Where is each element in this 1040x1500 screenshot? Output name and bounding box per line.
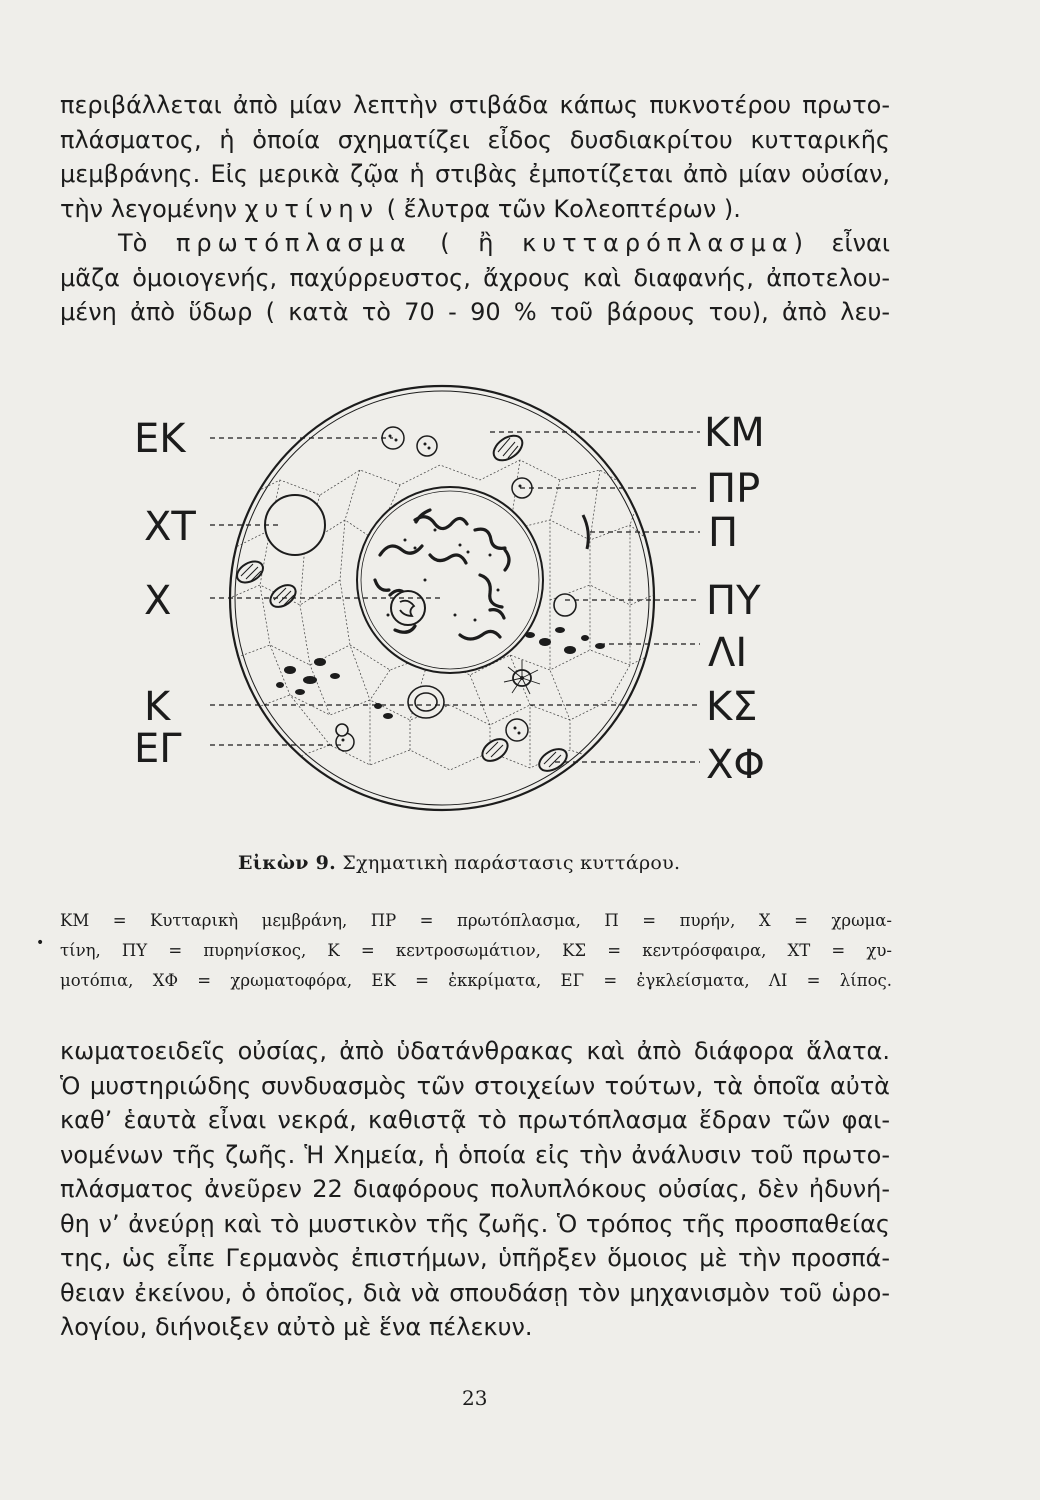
cell-diagram [130, 380, 780, 820]
label-li: ΛΙ [708, 630, 748, 676]
text-line: πλάσματος, ἡ ὁποία σχηματίζει εἶδος δυσδιακρίτου κυτταρικῆς [60, 125, 890, 154]
label-pr: ΠΡ [706, 466, 761, 512]
margin-mark: • [36, 935, 45, 951]
paragraph-top [60, 88, 890, 330]
text-line: Ὁ μυστηριώδης συνδυασμὸς τῶν στοιχείων τούτων, τὰ ὁποῖα αὐτὰ [60, 1071, 890, 1100]
text-line: πλάσματος ἀνεῦρεν 22 διαφόρους πολυπλόκους οὐσίας, δὲν ἠδυνή- [60, 1175, 890, 1203]
text-line [60, 192, 890, 227]
legend-line: μοτόπια, ΧΦ = χρωματοφόρα, ΕΚ = ἐκκρίματα, ΕΓ = ἐγκλείσματα, ΛΙ = λίπος. [60, 971, 892, 990]
text-line: μεμβράνης. Εἰς μερικὰ ζῷα ἡ στιβὰς ἐμποτίζεται ἀπὸ μίαν οὐσίαν, [60, 160, 890, 188]
label-xt: ΧΤ [144, 504, 196, 550]
label-py: ΠΥ [706, 578, 761, 624]
label-km: ΚΜ [704, 410, 765, 456]
spaced-term-chytini: χυτίνην [244, 194, 379, 223]
page-number: 23 [462, 1386, 488, 1410]
inclusions [336, 686, 444, 736]
text-line: μᾶζα ὁμοιογενής, παχύρρευστος, ἄχρους καὶ διαφανής, ἀποτελου- [60, 263, 890, 292]
vacuole-small [554, 594, 576, 616]
caption-title-text: Σχηματικὴ παράστασις κυττάρου. [336, 852, 681, 874]
legend-line: ΚΜ = Κυτταρικὴ μεμβράνη, ΠΡ = πρωτόπλασμα, Π = πυρήν, Χ = χρωμα- [60, 911, 892, 930]
text-line: θειαν ἐκείνου, ὁ ὁποῖος, διὰ νὰ σπουδάσῃ τὸν μηχανισμὸν τοῦ ὡρο- [60, 1278, 890, 1307]
text-line: καθ’ ἑαυτὰ εἶναι νεκρά, καθιστᾷ τὸ πρωτόπλασμα ἕδραν τῶν φαι- [60, 1106, 890, 1134]
label-ks: ΚΣ [706, 684, 758, 730]
centrosphere [504, 660, 540, 694]
text-line: μένη ἀπὸ ὕδωρ ( κατὰ τὸ 70 - 90 % τοῦ βάρους του), ἀπὸ λευ- [60, 298, 890, 326]
text-line: της, ὡς εἶπε Γερμανὸς ἐπιστήμων, ὑπῆρξεν ὅμοιος μὲ τὴν προσπά- [60, 1244, 890, 1272]
paragraph-bottom [60, 1034, 890, 1345]
label-x: Χ [144, 578, 172, 624]
label-eg: ΕΓ [134, 726, 182, 772]
text-line: νομένων τῆς ζωῆς. Ἡ Χημεία, ἡ ὁποία εἰς τὴν ἀνάλυσιν τοῦ πρωτο- [60, 1140, 890, 1169]
label-xf: ΧΦ [706, 742, 765, 788]
text-line: θη ν’ ἀνεύρῃ καὶ τὸ μυστικὸν τῆς ζωῆς. Ὁ τρόπος τῆς προσπαθείας [60, 1209, 890, 1238]
text-line: λογίου, διήνοιξεν αὐτὸ μὲ ἕνα πέλεκυν. [60, 1313, 533, 1341]
legend-line: τίνη, ΠΥ = πυρηνίσκος, Κ = κεντροσωμάτιον, ΚΣ = κεντρόσφαιρα, ΧΤ = χυ- [60, 941, 892, 960]
label-ek: ΕΚ [134, 416, 186, 462]
text-fragment: ) εἶναι [793, 229, 890, 257]
text-fragment: ( ἢ [411, 229, 523, 257]
caption-label: Εἰκὼν 9. [238, 852, 337, 874]
text-line: περιβάλλεται ἀπὸ μίαν λεπτὴν στιβάδα κάπως πυκνοτέρου πρωτο- [60, 91, 890, 119]
figure-legend [60, 906, 892, 996]
text-line [60, 226, 890, 261]
label-k: Κ [144, 684, 171, 730]
spaced-term-protoplasma: πρωτόπλασμα [175, 229, 412, 257]
nucleus-bracket [583, 515, 588, 549]
nucleolus [391, 591, 425, 625]
spaced-term-kyttaroplasma: κυτταρόπλασμα [522, 229, 794, 257]
text-fragment: ( ἔλυτρα τῶν Κολεοπτέρων ). [379, 194, 741, 223]
label-p: Π [708, 510, 739, 556]
figure-caption [238, 852, 680, 874]
text-fragment: Τὸ [118, 229, 176, 257]
text-fragment: τὴν λεγομένην [60, 194, 245, 223]
text-line: κωματοειδεῖς οὐσίας, ἀπὸ ὑδατάνθρακας καὶ ἀπὸ διάφορα ἅλατα. [60, 1037, 890, 1065]
nucleus [357, 487, 543, 673]
